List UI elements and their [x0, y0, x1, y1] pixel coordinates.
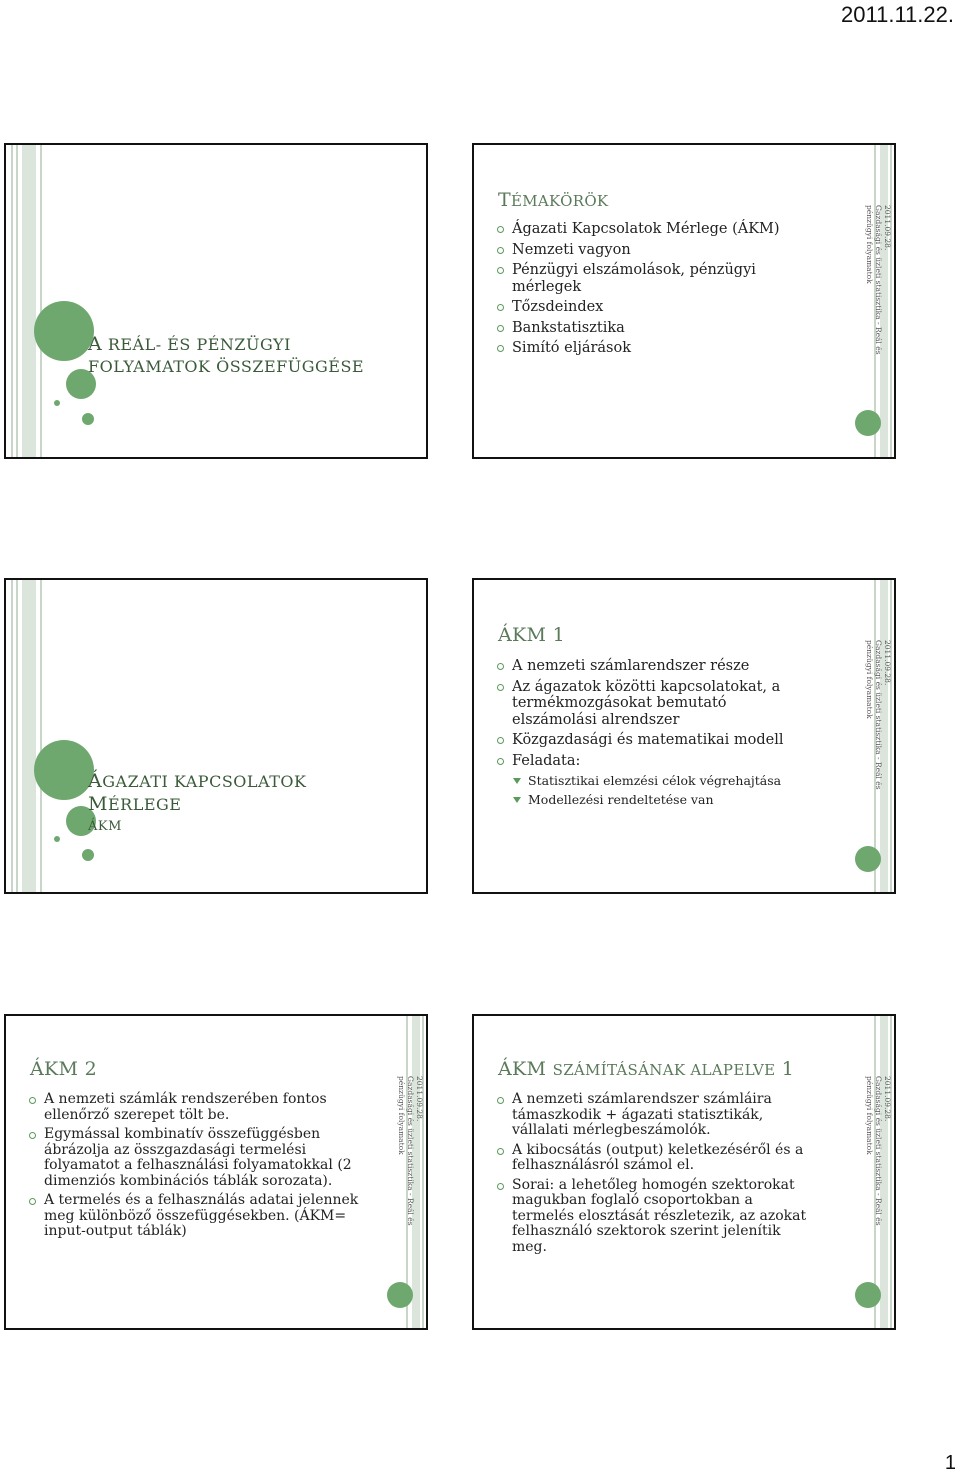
list-item: A kibocsátás (output) keletkezéséről és a felhasználásról számol el. [496, 1143, 816, 1174]
sub-list-item: Modellezési rendeltetése van [496, 792, 796, 809]
bullet-list [496, 658, 796, 810]
decor-circle [855, 846, 881, 872]
decor-circle [54, 400, 60, 406]
decor-circle [82, 849, 94, 861]
slide-6 [472, 1014, 896, 1330]
list-item: Sorai: a lehetőleg homogén szektorokat magukban foglaló csoportokban a termelés elosztását részletezik, az azokat felhasználó szektorok szerint jelenítik meg. [496, 1178, 816, 1256]
sub-list-item: Statisztikai elemzési célok végrehajtása [496, 773, 796, 790]
list-item: A termelés és a felhasználás adatai jelennek meg különböző összefüggésekben. (ÁKM= input-output táblák) [28, 1193, 368, 1240]
side-text: 2011.09.28. Gazdasági és üzleti statisztika - Reál és pénzügyi folyamatok [865, 640, 892, 790]
header-date: 2011.11.22. [841, 2, 954, 27]
list-item: Feladata: [496, 753, 796, 770]
slide-title: TÉMAKÖRÖK [498, 189, 609, 211]
list-item: Ágazati Kapcsolatok Mérlege (ÁKM) [496, 221, 826, 238]
list-item: A nemzeti számlarendszer része [496, 658, 796, 675]
list-item: Az ágazatok közötti kapcsolatokat, a termékmozgásokat bemutató elszámolási alrendszer [496, 679, 796, 729]
side-text: 2011.09.28. Gazdasági és üzleti statisztika - Reál és pénzügyi folyamatok [865, 205, 892, 355]
slide-4 [472, 578, 896, 894]
list-item: Nemzeti vagyon [496, 242, 826, 259]
decor-circle [855, 410, 881, 436]
slide-2 [472, 143, 896, 459]
slide-title: ÁKM 2 [30, 1058, 97, 1080]
bullet-list [28, 1092, 368, 1244]
slide-title: ÁKM SZÁMÍTÁSÁNAK ALAPELVE 1 [498, 1058, 795, 1080]
page-number: 1 [944, 1452, 956, 1474]
list-item: Bankstatisztika [496, 320, 826, 337]
decor-circle [855, 1282, 881, 1308]
list-item: Tőzsdeindex [496, 299, 826, 316]
decor-stripes [6, 145, 54, 457]
slide-1 [4, 143, 428, 459]
list-item: Pénzügyi elszámolások, pénzügyi mérlegek [496, 262, 826, 295]
slide-title: ÁGAZATI KAPCSOLATOK MÉRLEGE ÁKM [88, 770, 306, 838]
list-item: Simító eljárások [496, 340, 826, 357]
slide-title: ÁKM 1 [498, 624, 565, 646]
decor-circle [34, 740, 94, 800]
list-item: Közgazdasági és matematikai modell [496, 732, 796, 749]
slide-3 [4, 578, 428, 894]
decor-circle [82, 413, 94, 425]
slide-subtitle: ÁKM [88, 819, 122, 834]
list-item: A nemzeti számlarendszer számláira támaszkodik + ágazati statisztikák, vállalati mérlegbeszámolók. [496, 1092, 816, 1139]
bullet-list [496, 1092, 816, 1259]
decor-circle [34, 301, 94, 361]
slide-title: A REÁL- ÉS PÉNZÜGYI FOLYAMATOK ÖSSZEFÜGGÉSE [88, 333, 365, 376]
side-text: 2011.09.28. Gazdasági és üzleti statisztika - Reál és pénzügyi folyamatok [397, 1076, 424, 1226]
slide-5 [4, 1014, 428, 1330]
list-item: Egymással kombinatív összefüggésben ábrázolja az összgazdasági termelési folyamatot a felhasználási folyamatokkal (2 dimenziós kombinációs táblák sorozata). [28, 1127, 368, 1189]
bullet-list [496, 221, 826, 361]
list-item: A nemzeti számlák rendszerében fontos ellenőrző szerepet tölt be. [28, 1092, 368, 1123]
side-text: 2011.09.28. Gazdasági és üzleti statisztika - Reál és pénzügyi folyamatok [865, 1076, 892, 1226]
decor-circle [54, 836, 60, 842]
decor-circle [387, 1282, 413, 1308]
decor-stripes [6, 580, 54, 892]
